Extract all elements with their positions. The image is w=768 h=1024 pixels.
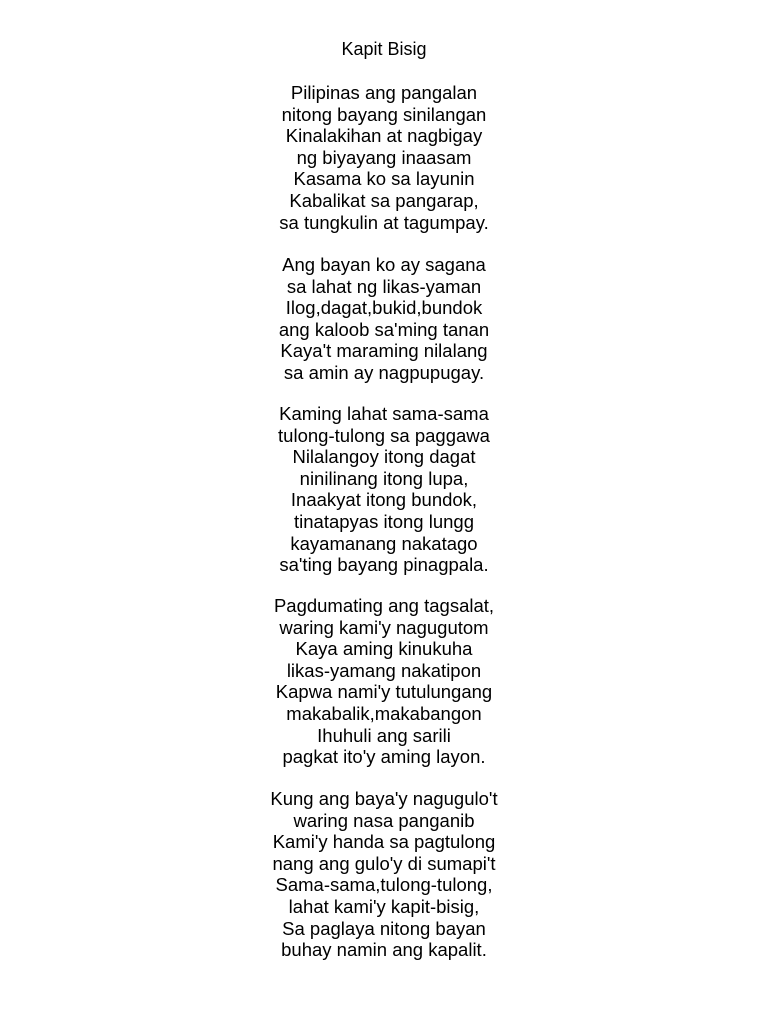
stanza-4 (0, 595, 768, 768)
poem-line: Ilog,dagat,bukid,bundok (285, 297, 483, 319)
poem-line: Kung ang baya'y nagugulo't (270, 788, 498, 809)
stanza-3 (0, 403, 768, 576)
poem-line: Kaya't maraming nilalang (280, 340, 488, 362)
stanza-1 (0, 82, 768, 233)
poem-line: ninilinang itong lupa, (299, 467, 469, 489)
poem-line: Ang bayan ko ay sagana (282, 254, 486, 275)
poem-line: Kabalikat sa pangarap, (289, 189, 479, 211)
poem-line: tulong-tulong sa paggawa (278, 424, 490, 446)
poem-line: sa lahat ng likas-yaman (286, 275, 482, 297)
poem-line: Pagdumating ang tagsalat, (273, 595, 495, 616)
poem-line: Kapwa nami'y tutulungang (275, 681, 493, 703)
poem-line: sa'ting bayang pinagpala. (279, 554, 489, 576)
poem-title: Kapit Bisig (341, 39, 427, 59)
poem-line: Nilalangoy itong dagat (292, 446, 476, 468)
poem-line: Inaakyat itong bundok, (290, 489, 478, 511)
poem-line: Kasama ko sa layunin (293, 168, 475, 190)
poem-line: makabalik,makabangon (286, 702, 482, 724)
poem-line: tinatapyas itong lungg (294, 510, 474, 532)
poem-line: pagkat ito'y aming layon. (282, 746, 486, 768)
poem-line: waring nasa panganib (293, 809, 475, 831)
poem-line: sa tungkulin at tagumpay. (279, 211, 489, 233)
poem-line: likas-yamang nakatipon (286, 659, 482, 681)
poem-line: kayamanang nakatago (290, 532, 478, 554)
poem-line: Sama-sama,tulong-tulong, (275, 874, 493, 896)
poem-line: sa amin ay nagpupugay. (283, 361, 485, 383)
stanza-5 (0, 788, 768, 961)
poem-line: buhay namin ang kapalit. (281, 939, 487, 961)
poem-line: Kami'y handa sa pagtulong (272, 831, 496, 853)
poem-line: Pilipinas ang pangalan (290, 82, 478, 103)
poem-line: lahat kami'y kapit-bisig, (288, 895, 480, 917)
stanza-2 (0, 254, 768, 384)
poem-line: nitong bayang sinilangan (281, 103, 487, 125)
poem-line: ang kaloob sa'ming tanan (278, 318, 490, 340)
poem-line: Kaya aming kinukuha (295, 638, 473, 660)
poem-line: Sa paglaya nitong bayan (282, 917, 486, 939)
poem-line: waring kami'y nagugutom (279, 616, 489, 638)
poem-line: Kaming lahat sama-sama (279, 403, 489, 424)
poem-line: Kinalakihan at nagbigay (285, 125, 483, 147)
poem-line: nang ang gulo'y di sumapi't (272, 852, 496, 874)
poem-line: Ihuhuli ang sarili (317, 724, 451, 746)
poem-line: ng biyayang inaasam (296, 146, 472, 168)
